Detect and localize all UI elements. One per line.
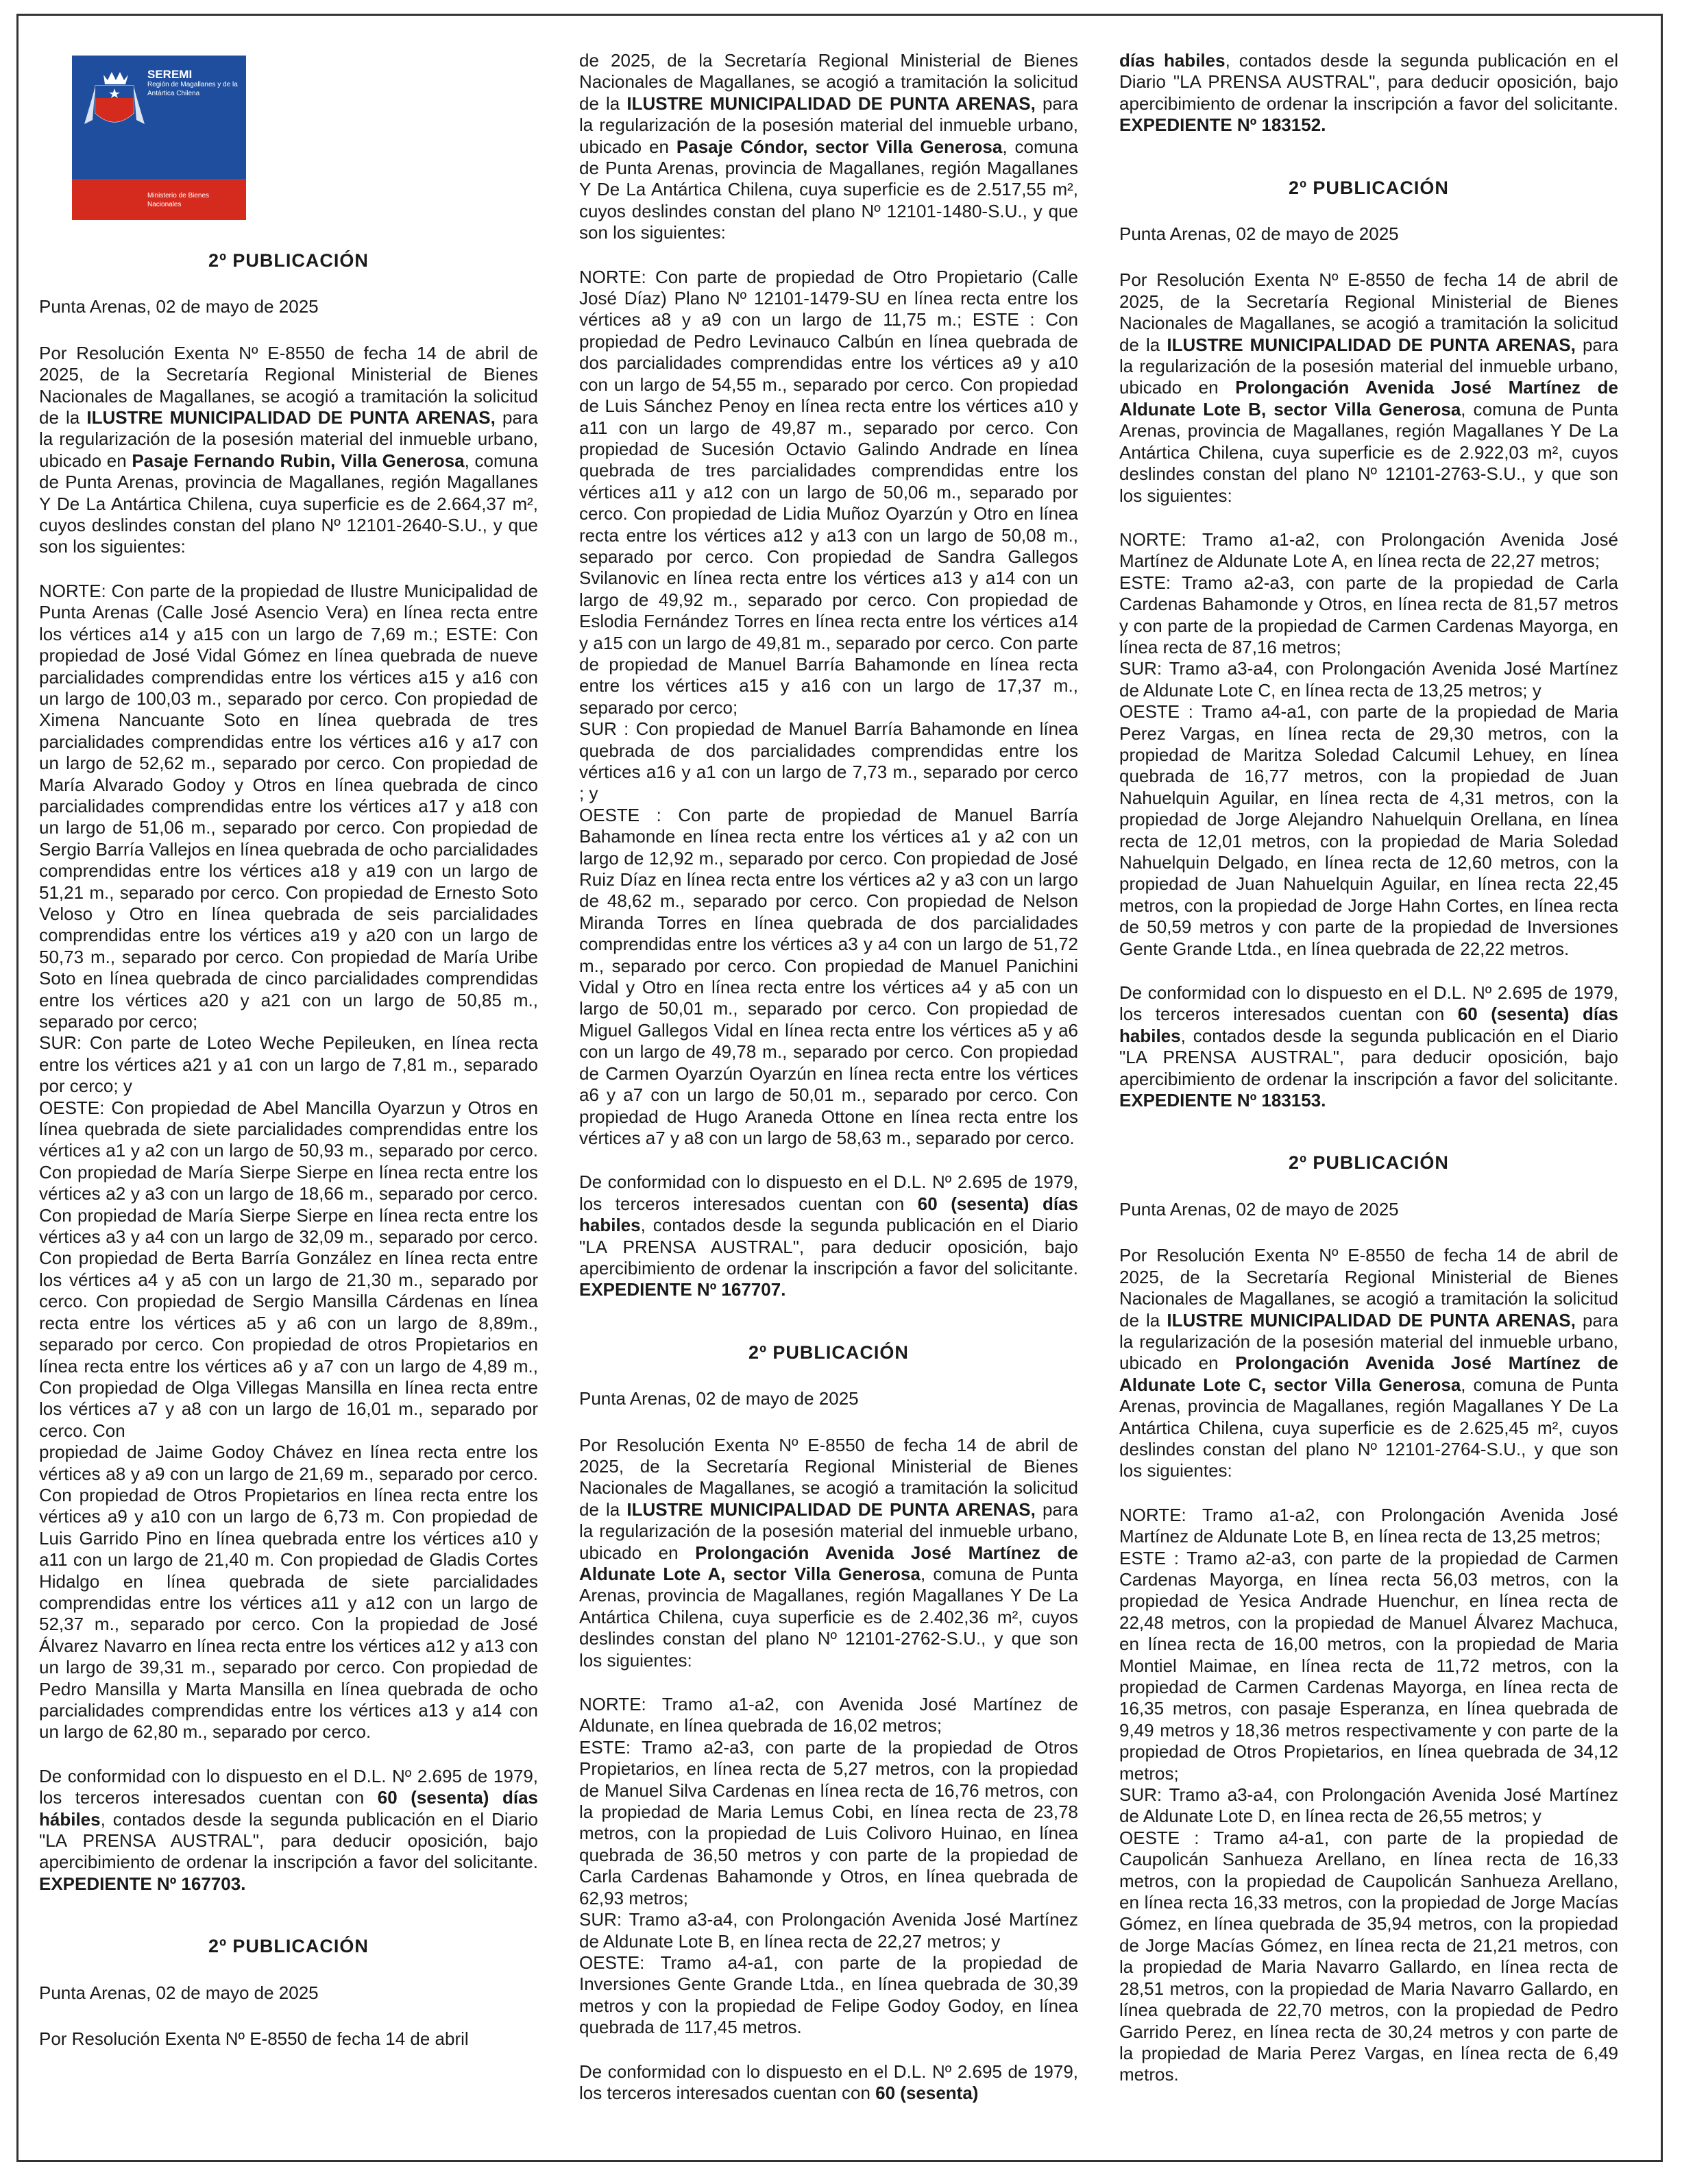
notice-3-sur: SUR: Tramo a3-a4, con Prolongación Avenida José Martínez de Aldunate Lote B, en línea recta de 22,27 metros; y (579, 1909, 1078, 1952)
notice-3-oeste: OESTE: Tramo a4-a1, con parte de la propiedad de Inversiones Gente Grande Ltda., en línea quebrada de 30,39 metros y con la propiedad de Felipe Godoy Godoy, en línea quebrada de 117,45 metros. (579, 1952, 1078, 2038)
notice-4-closing: De conformidad con lo dispuesto en el D.L. Nº 2.695 de 1979, los terceros interesados cuentan con 60 (sesenta) días habiles, contados desde la segunda publicación en el Diario "LA PRENSA AUSTRAL", para deducir oposición, bajo apercibimiento de ordenar la inscripción a favor del solicitante. EXPEDIENTE Nº 183153. (1119, 982, 1618, 1111)
notice-1-closing: De conformidad con lo dispuesto en el D.L. Nº 2.695 de 1979, los terceros interesados cuentan con 60 (sesenta) días hábiles, contados desde la segunda publicación en el Diario "LA PRENSA AUSTRAL", para deducir oposición, bajo apercibimiento de ordenar la inscripción a favor del solicitante. EXPEDIENTE Nº 167703. (39, 1765, 538, 1894)
notice-5-sur: SUR: Tramo a3-a4, con Prolongación Avenida José Martínez de Aldunate Lote D, en línea recta de 26,55 metros; y (1119, 1784, 1618, 1827)
notice-3-este: ESTE: Tramo a2-a3, con parte de la propiedad de Otros Propietarios, en línea recta de 5,27 metros, con la propiedad de Manuel Silva Cardenas en línea recta de 16,76 metros, con la propiedad de Maria Lemus Cobi, en línea recta de 23,78 metros, con la propiedad de Luis Colivoro Huinao, en línea quebrada de 36,50 metros y con parte de la propiedad de Carla Cardenas Bahamonde y Otros, en línea quebrada de 62,93 metros; (579, 1736, 1078, 1908)
coat-of-arms-icon (80, 65, 149, 136)
notice-4-intro: Por Resolución Exenta Nº E-8550 de fecha 14 de abril de 2025, de la Secretaría Regional Ministerial de Bienes Nacionales de Magallanes, se acogió a tramitación la solicitud de la ILUSTRE MUNICIPALIDAD DE PUNTA ARENAS, para la regularización de la posesión material del inmueble urbano, ubicado en Prolongación Avenida José Martínez de Aldunate Lote B, sector Villa Generosa, comuna de Punta Arenas, provincia de Magallanes, región Magallanes Y De La Antártica Chilena, cuya superficie es de 2.922,03 m², cuyos deslindes constan del plano Nº 12101-2763-S.U., y que son los siguientes: (1119, 269, 1618, 506)
notice-1-boundaries: NORTE: Con parte de la propiedad de Ilustre Municipalidad de Punta Arenas (Calle José Asencio Vera) en línea recta entre los vértices a14 y a15 con un largo de 7,69 m.; ESTE: Con propiedad de José Vidal Gómez en línea quebrada de nueve parcialidades comprendidas entre los vértices a15 y a16 con un largo de 100,03 m., separado por cerco. Con propiedad de Ximena Nancuante Soto en línea quebrada de tres parcialidades comprendidas entre los vértices a16 y a17 con un largo de 52,62 m., separado por cerco. Con propiedad de María Alvarado Godoy y Otros en línea quebrada de cinco parcialidades comprendidas entre los vértices a17 y a18 con un largo de 51,06 m., separado por cerco. Con propiedad de Sergio Barría Vallejos en línea quebrada de ocho parcialidades comprendidas entre los vértices a18 y a19 con un largo de 51,21 m., separado por cerco. Con propiedad de Ernesto Soto Veloso y Otro en línea quebrada de seis parcialidades comprendidas entre los vértices a19 y a20 con un largo de 50,73 m., separado por cerco. Con propiedad de María Uribe Soto en línea quebrada de cinco parcialidades comprendidas entre los vértices a20 y a21 con un largo de 50,85 m., separado por cerco; (39, 580, 538, 1032)
logo-seremi-text: SEREMI (147, 68, 193, 81)
notice-4-norte: NORTE: Tramo a1-a2, con Prolongación Avenida José Martínez de Aldunate Lote A, en línea recta de 22,27 metros; (1119, 529, 1618, 572)
notice-2-boundaries: NORTE: Con parte de propiedad de Otro Propietario (Calle José Díaz) Plano Nº 12101-1479-SU en línea recta entre los vértices a8 y a9 con un largo de 11,75 m.; ESTE : Con propiedad de Pedro Levinauco Calbún en línea quebrada de dos parcialidades comprendidas entre los vértices a9 y a10 con un largo de 54,55 m., separado por cerco. Con propiedad de Luis Sánchez Penoy en línea recta entre los vértices a10 y a11 con un largo de 49,87 m., separado por cerco. Con propiedad de Sucesión Octavio Galindo Andrade en línea quebrada de tres parcialidades comprendidas entre los vértices a11 y a12 con un largo de 50,06 m., separado por cerco. Con propiedad de Lidia Muñoz Oyarzún y Otro en línea recta entre los vértices a12 y a13 con un largo de 50,08 m., separado por cerco. Con propiedad de Sandra Gallegos Svilanovic en línea recta entre los vértices a13 y a14 con un largo de 49,92 m., separado por cerco. Con propiedad de Eslodia Fernández Torres en línea recta entre los vértices a14 y a15 con un largo de 49,81 m., separado por cerco. Con parte de propiedad de Manuel Barría Bahamonde en línea recta entre los vértices a15 y a16 con un largo de 17,37 m., separado por cerco; (579, 266, 1078, 718)
logo-ministerio-text: Ministerio de Bienes Nacionales (147, 192, 210, 208)
notice-3-closing-start: De conformidad con lo dispuesto en el D.L. Nº 2.695 de 1979, los terceros interesados cuentan con 60 (sesenta) (579, 2061, 1078, 2103)
column-3 (1119, 50, 1618, 2109)
notice-1-oeste-b: propiedad de Jaime Godoy Chávez en línea recta entre los vértices a8 y a9 con un largo de 21,69 m., separado por cerco. Con propiedad de Otros Propietarios en línea recta entre los vértices a9 y a10 con un largo de 6,73 m. Con propiedad de Luis Garrido Pino en línea quebrada entre los vértices a10 y a11 con un largo de 21,40 m. Con propiedad de Gladis Cortes Hidalgo en línea quebrada de siete parcialidades comprendidas entre los vértices a11 y a12 con un largo de 52,37 m., separado por cerco. Con la propiedad de José Álvarez Navarro en línea recta entre los vértices a12 y a13 con un largo de 39,31 m., separado por cerco. Con propiedad de Pedro Mansilla y Marta Mansilla en línea quebrada de ocho parcialidades comprendidas entre los vértices a13 y a14 con un largo de 62,80 m., separado por cerco. (39, 1442, 538, 1743)
notice-3-intro: Por Resolución Exenta Nº E-8550 de fecha 14 de abril de 2025, de la Secretaría Regional Ministerial de Bienes Nacionales de Magallanes, se acogió a tramitación la solicitud de la ILUSTRE MUNICIPALIDAD DE PUNTA ARENAS, para la regularización de la posesión material del inmueble urbano, ubicado en Prolongación Avenida José Martínez de Aldunate Lote A, sector Villa Generosa, comuna de Punta Arenas, provincia de Magallanes, región Magallanes Y De La Antártica Chilena, cuya superficie es de 2.402,36 m², cuyos deslindes constan del plano Nº 12101-2762-S.U., y que son los siguientes: (579, 1434, 1079, 1671)
notice-2-intro: de 2025, de la Secretaría Regional Ministerial de Bienes Nacionales de Magallanes, se acogió a tramitación la solicitud de la ILUSTRE MUNICIPALIDAD DE PUNTA ARENAS, para la regularización de la posesión material del inmueble urbano, ubicado en Pasaje Cóndor, sector Villa Generosa, comuna de Punta Arenas, provincia de Magallanes, región Magallanes Y De La Antártica Chilena, cuya superficie es de 2.517,55 m², cuyos deslindes constan del plano Nº 12101-1480-S.U., y que son los siguientes: (579, 50, 1079, 243)
column-1 (39, 16, 538, 2072)
notice-2-intro-start: Por Resolución Exenta Nº E-8550 de fecha 14 de abril (39, 2028, 469, 2050)
notice-4-sur: SUR: Tramo a3-a4, con Prolongación Avenida José Martínez de Aldunate Lote C, en línea recta de 13,25 metros; y (1119, 658, 1618, 701)
publication-date: Punta Arenas, 02 de mayo de 2025 (39, 296, 319, 317)
notice-4-este: ESTE: Tramo a2-a3, con parte de la propiedad de Carla Cardenas Bahamonde y Otros, en línea recta de 81,57 metros y con parte de la propiedad de Carmen Cardenas Mayorga, en línea recta de 87,16 metros; (1119, 572, 1618, 657)
publication-date: Punta Arenas, 02 de mayo de 2025 (1119, 1198, 1399, 1220)
publication-date: Punta Arenas, 02 de mayo de 2025 (1119, 223, 1399, 245)
publication-heading: 2º PUBLICACIÓN (208, 1936, 369, 1957)
notice-3-closing-cont: días habiles, contados desde la segunda publicación en el Diario "LA PRENSA AUSTRAL", para deducir oposición, bajo apercibimiento de ordenar la inscripción a favor del solicitante. EXPEDIENTE Nº 183152. (1119, 50, 1618, 136)
seremi-logo (72, 56, 246, 220)
notice-2-closing: De conformidad con lo dispuesto en el D.L. Nº 2.695 de 1979, los terceros interesados cuentan con 60 (sesenta) días habiles, contados desde la segunda publicación en el Diario "LA PRENSA AUSTRAL", para deducir oposición, bajo apercibimiento de ordenar la inscripción a favor del solicitante. EXPEDIENTE Nº 167707. (579, 1172, 1078, 1300)
page-frame (16, 14, 1663, 2162)
notice-5-oeste: OESTE : Tramo a4-a1, con parte de la propiedad de Caupolicán Sanhueza Arellano, en línea recta de 16,33 metros, con la propiedad de Caupolicán Sanhueza Arellano, en línea recta 16,33 metros, con la propiedad de Jorge Macías Gómez, en línea quebrada de 35,94 metros, con la propiedad de Jorge Macías Gómez, en línea recta de 21,21 metros, con la propiedad de Maria Navarro Gallardo, en línea recta de 28,51 metros, con la propiedad de Maria Navarro Gallardo, en línea quebrada de 22,70 metros, con la propiedad de Pedro Garrido Perez, en línea recta de 30,24 metros y con parte de la propiedad de Maria Perez Vargas, en línea recta de 6,49 metros. (1119, 1827, 1618, 2085)
notice-5-norte: NORTE: Tramo a1-a2, con Prolongación Avenida José Martínez de Aldunate Lote B, en línea recta de 13,25 metros; (1119, 1504, 1618, 1547)
publication-heading: 2º PUBLICACIÓN (1289, 1152, 1449, 1174)
notice-1-intro: Por Resolución Exenta Nº E-8550 de fecha 14 de abril de 2025, de la Secretaría Regional Ministerial de Bienes Nacionales de Magallanes, se acogió a tramitación la solicitud de la ILUSTRE MUNICIPALIDAD DE PUNTA ARENAS, para la regularización de la posesión material del inmueble urbano, ubicado en Pasaje Fernando Rubin, Villa Generosa, comuna de Punta Arenas, provincia de Magallanes, región Magallanes Y De La Antártica Chilena, cuya superficie es de 2.664,37 m², cuyos deslindes constan del plano Nº 12101-2640-S.U., y que son los siguientes: (39, 342, 538, 557)
notice-5-este: ESTE : Tramo a2-a3, con parte de la propiedad de Carmen Cardenas Mayorga, en línea recta 56,03 metros, con la propiedad de Yesica Andrade Huenchur, en línea recta de 22,48 metros, con la propiedad de Manuel Álvarez Machuca, en línea recta de 16,00 metros, con la propiedad de Maria Montiel Maimae, en línea recta de 11,72 metros, con la propiedad de Carmen Cardenas Mayorga, en línea recta de 16,35 metros, con pasaje Esperanza, en línea quebrada de 9,49 metros y 18,36 metros respectivamente y con parte de la propiedad de Otros Propietarios, en línea quebrada de 34,12 metros; (1119, 1547, 1618, 1784)
notice-5-intro: Por Resolución Exenta Nº E-8550 de fecha 14 de abril de 2025, de la Secretaría Regional Ministerial de Bienes Nacionales de Magallanes, se acogió a tramitación la solicitud de la ILUSTRE MUNICIPALIDAD DE PUNTA ARENAS, para la regularización de la posesión material del inmueble urbano, ubicado en Prolongación Avenida José Martínez de Aldunate Lote C, sector Villa Generosa, comuna de Punta Arenas, provincia de Magallanes, región Magallanes Y De La Antártica Chilena, cuya superficie es de 2.625,45 m², cuyos deslindes constan del plano Nº 12101-2764-S.U., y que son los siguientes: (1119, 1245, 1618, 1481)
publication-heading: 2º PUBLICACIÓN (748, 1342, 909, 1363)
publication-date: Punta Arenas, 02 de mayo de 2025 (39, 1982, 319, 2003)
notice-4-oeste: OESTE : Tramo a4-a1, con parte de la propiedad de Maria Perez Vargas, en línea recta de 29,30 metros, con la propiedad de Maritza Soledad Calcumil Lehuey, en línea quebrada de 16,77 metros, con la propiedad de Juan Nahuelquin Aguilar, en línea recta de 4,31 metros, con la propiedad de Jorge Alejandro Nahuelquin Orellana, en línea recta de 12,01 metros, con la propiedad de Maria Soledad Nahuelquin Delgado, en línea recta de 12,60 metros, con la propiedad de Juan Nahuelquin Aguilar, en línea recta 22,45 metros, con la propiedad de Jorge Hahn Cortes, en línea recta de 50,59 metros y con parte de la propiedad de Inversiones Gente Grande Ltda., en línea quebrada de 22,22 metros. (1119, 701, 1618, 959)
notice-3-norte: NORTE: Tramo a1-a2, con Avenida José Martínez de Aldunate, en línea quebrada de 16,02 metros; (579, 1694, 1078, 1736)
publication-date: Punta Arenas, 02 de mayo de 2025 (579, 1388, 859, 1409)
notice-2-sur: SUR : Con propiedad de Manuel Barría Bahamonde en línea quebrada de dos parcialidades comprendidas entre los vértices a16 y a1 con un largo de 7,73 m., separado por cerco ; y (579, 718, 1078, 804)
notice-1-oeste-a: OESTE: Con propiedad de Abel Mancilla Oyarzun y Otros en línea quebrada de siete parcialidades comprendidas entre los vértices a1 y a2 con un largo de 50,93 m., separado por cerco. Con propiedad de María Sierpe Sierpe en línea recta entre los vértices a2 y a3 con un largo de 18,66 m., separado por cerco. Con propiedad de María Sierpe Sierpe en línea recta entre los vértices a3 y a4 con un largo de 32,09 m., separado por cerco. Con propiedad de Berta Barría González en línea recta entre los vértices a4 y a5 con un largo de 21,30 m., separado por cerco. Con propiedad de Sergio Mansilla Cárdenas en línea recta entre los vértices a5 y a6 con un largo de 8,89m., separado por cerco. Con propiedad de otros Propietarios en línea recta entre los vértices a6 y a7 con un largo de 4,89 m., Con propiedad de Olga Villegas Mansilla en línea recta entre los vértices a7 y a8 con un largo de 16,01 m., separado por cerco. Con (39, 1097, 538, 1441)
publication-heading: 2º PUBLICACIÓN (208, 250, 369, 271)
publication-heading: 2º PUBLICACIÓN (1289, 177, 1449, 198)
notice-2-oeste: OESTE : Con parte de propiedad de Manuel Barría Bahamonde en línea recta entre los vértices a1 y a2 con un largo de 12,92 m., separado por cerco. Con propiedad de José Ruiz Díaz en línea recta entre los vértices a2 y a3 con un largo de 48,62 m., separado por cerco. Con propiedad de Nelson Miranda Torres en línea quebrada de dos parcialidades comprendidas entre los vértices a3 y a4 con un largo de 51,72 m., separado por cerco. Con propiedad de Manuel Panichini Vidal y Otro en línea recta entre los vértices a4 y a5 con un largo de 50,01 m., separado por cerco. Con propiedad de Miguel Gallegos Vidal en línea recta entre los vértices a5 y a6 con un largo de 49,78 m., separado por cerco. Con propiedad de Carmen Oyarzún Oyarzún en línea recta entre los vértices a6 y a7 con un largo de 50,01 m., separado por cerco. Con propiedad de Hugo Araneda Ottone en línea recta entre los vértices a7 y a8 con un largo de 58,63 m., separado por cerco. (579, 804, 1078, 1148)
notice-1-sur: SUR: Con parte de Loteo Weche Pepileuken, en línea recta entre los vértices a21 y a1 con un largo de 7,81 m., separado por cerco; y (39, 1032, 538, 1097)
column-2 (579, 50, 1078, 2126)
logo-region-text: Región de Magallanes y de la Antártica Chilena (147, 81, 238, 97)
